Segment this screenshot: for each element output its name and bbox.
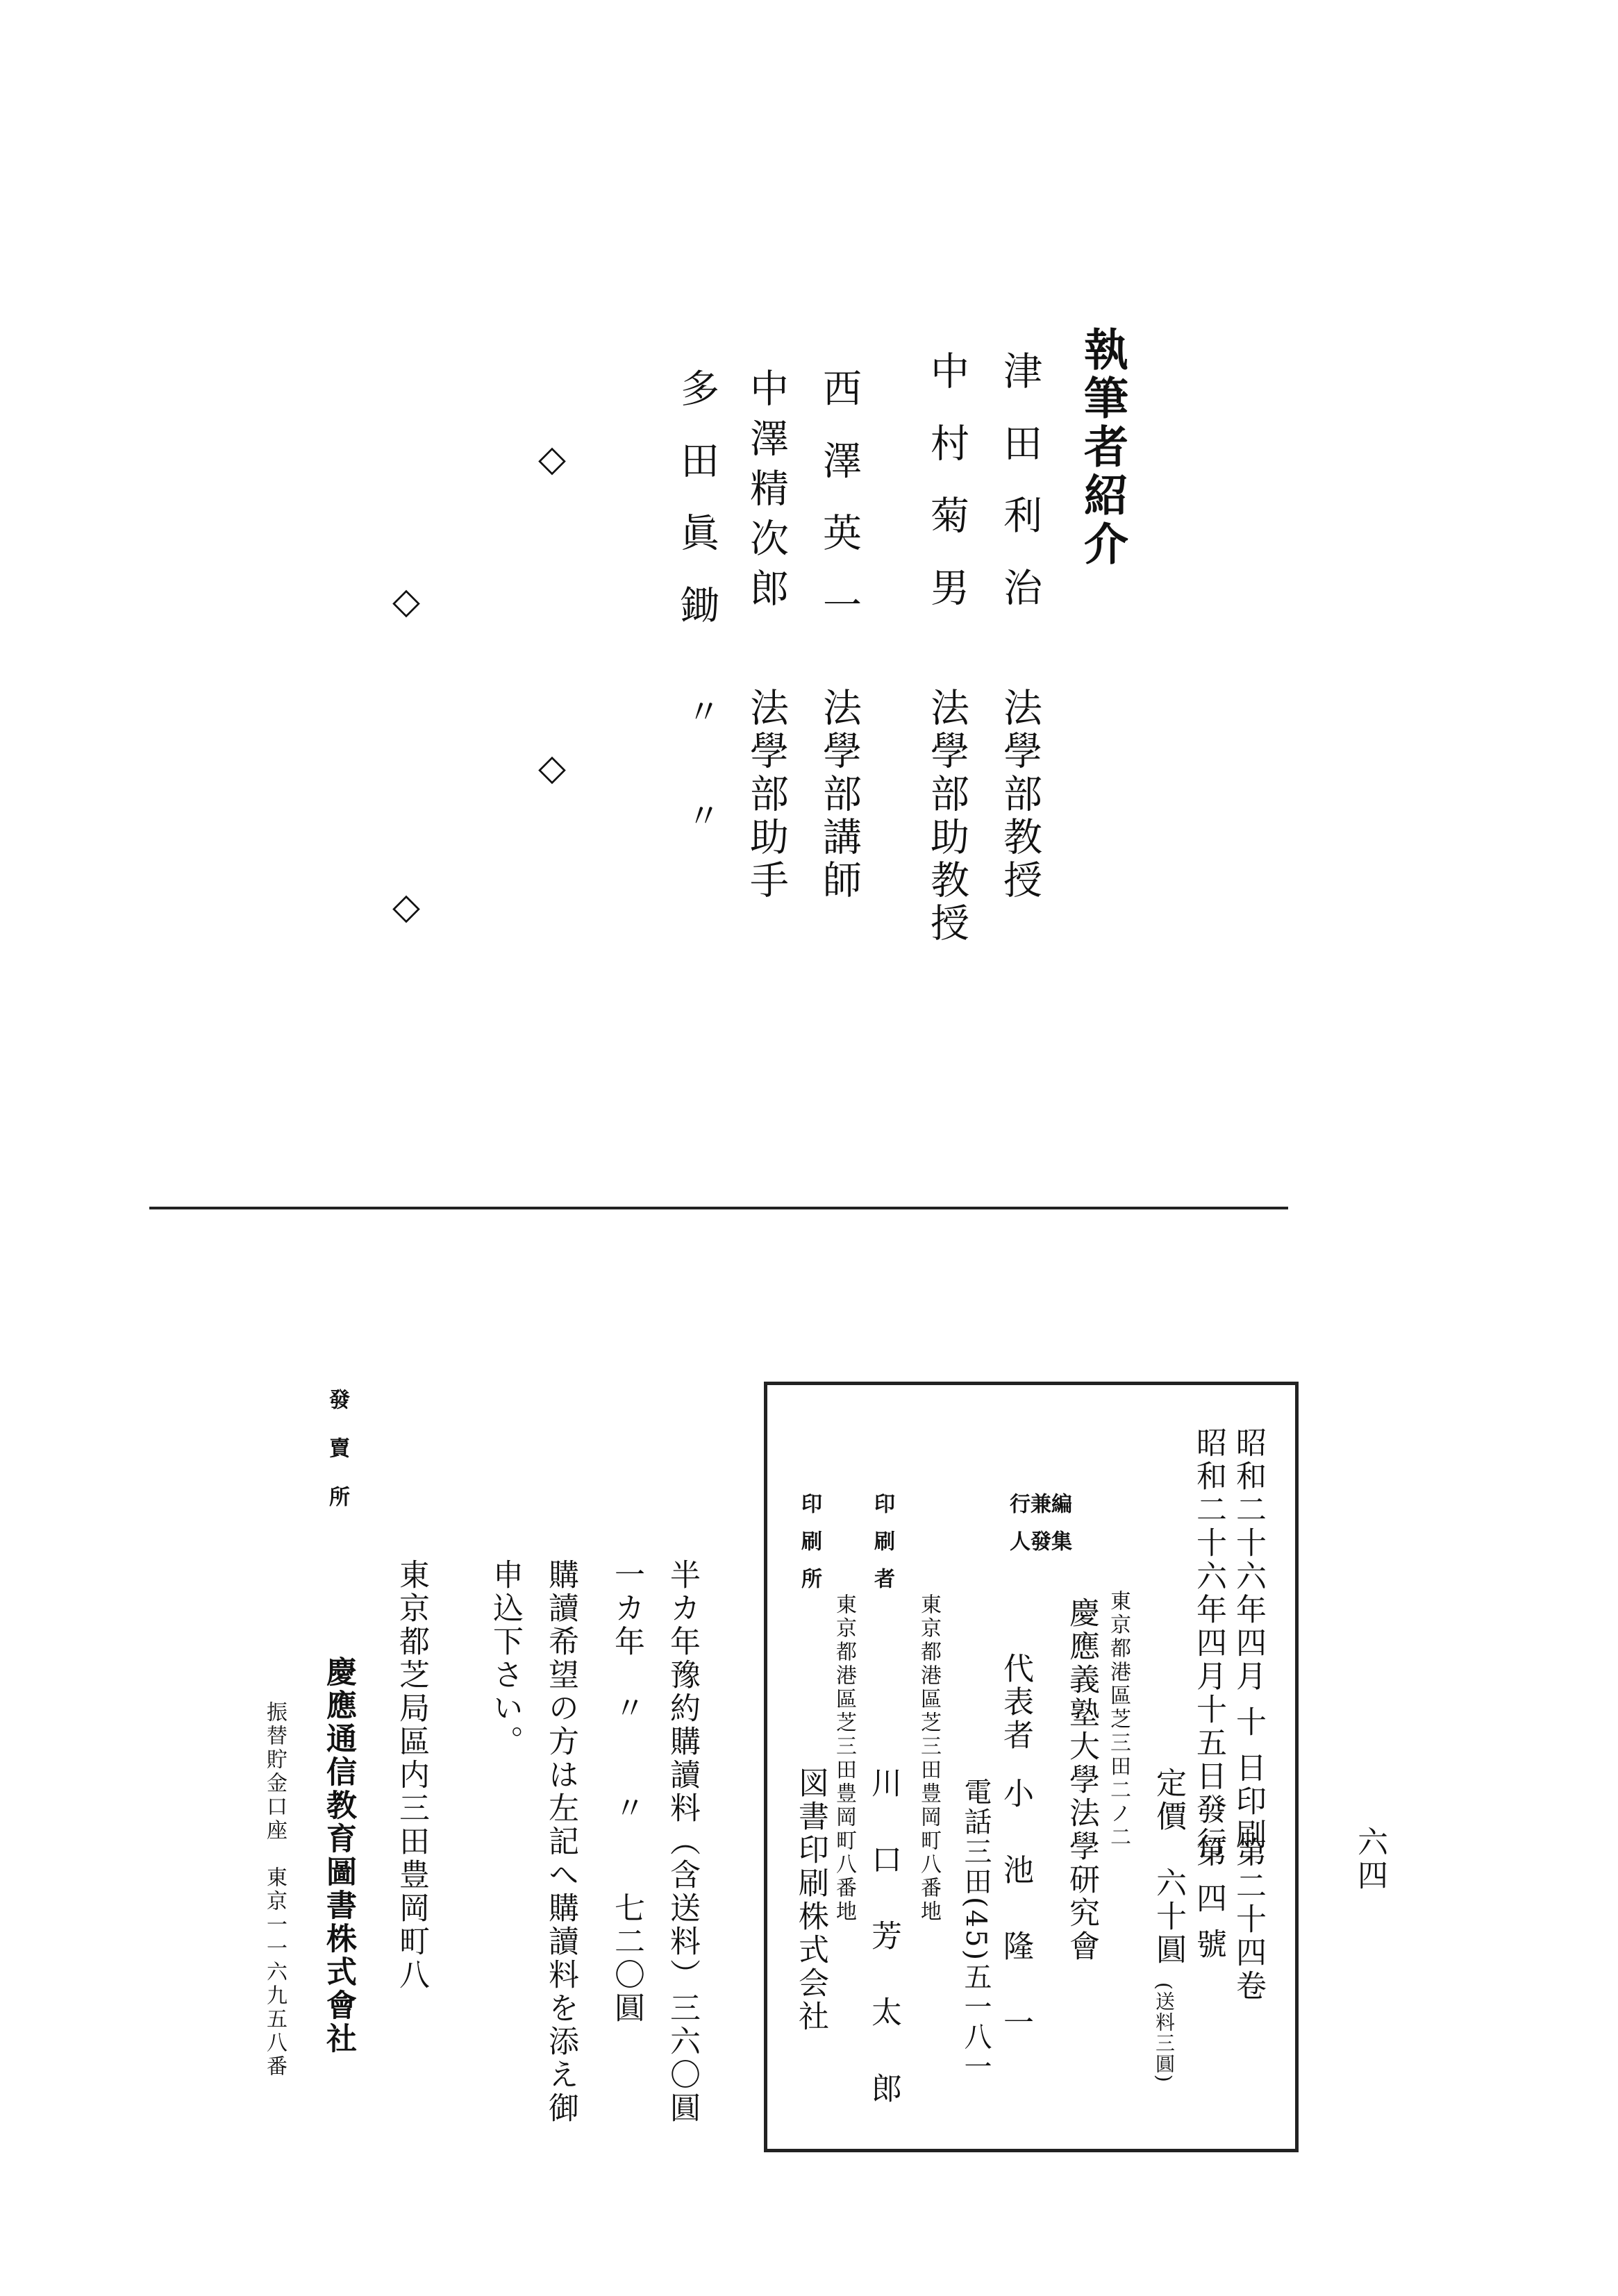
print-shop-label: 印刷所 bbox=[797, 1493, 821, 1605]
subscription-one-year: 一カ年 〃 〃 七二〇圓 bbox=[609, 1559, 644, 2025]
publisher-name: 慶應義塾大學法學研究會 bbox=[1064, 1597, 1099, 1963]
publisher-phone: 電話三田(45)五一八一 bbox=[960, 1777, 992, 2082]
printer-name: 川 口 芳 太 郎 bbox=[866, 1767, 901, 2121]
subscription-note: 申込下さい。 bbox=[487, 1559, 523, 1759]
editor-name: 小 池 隆 一 bbox=[998, 1777, 1033, 2055]
page-number: 六四 bbox=[1352, 1826, 1387, 1893]
print-shop-name: 図書印刷株式会社 bbox=[793, 1767, 828, 2034]
printed-date: 昭和二十六年四月 十 日印刷 bbox=[1231, 1427, 1266, 1852]
author-position: 法學部講師 bbox=[817, 687, 862, 903]
transfer-account: 振替貯金口座 東京一一六九五八番 bbox=[262, 1701, 287, 2079]
issued-date: 昭和二十六年四月十五日發行 bbox=[1191, 1427, 1226, 1860]
author-name: 中村菊男 bbox=[924, 351, 969, 639]
sales-label: 發賣所 bbox=[325, 1389, 349, 1534]
sales-company: 慶應通信教育圖書株式會社 bbox=[321, 1656, 356, 2056]
subscription-note: 購讀希望の方は左記へ購讀料を添え御 bbox=[543, 1559, 578, 2125]
sales-address: 東京都芝局區内三田豊岡町八 bbox=[394, 1559, 429, 1992]
editor-title: 代表者 bbox=[998, 1652, 1033, 1752]
author-name: 中澤精次郎 bbox=[744, 368, 789, 618]
issue: 第 四 號 bbox=[1191, 1836, 1226, 1961]
publisher-address: 東京都港區芝三田二ノ二 bbox=[1106, 1590, 1131, 1850]
diamond-ornament-icon: ◇ bbox=[392, 580, 420, 622]
ditto-mark: 〃 bbox=[681, 798, 720, 832]
diamond-ornament-icon: ◇ bbox=[392, 886, 420, 928]
printer-address: 東京都港區芝三田豊岡町八番地 bbox=[917, 1593, 941, 1924]
author-position: 法學部助手 bbox=[744, 687, 789, 903]
ditto-mark: 〃 bbox=[681, 694, 720, 728]
price-note: (送料三圓) bbox=[1153, 1982, 1176, 2084]
author-name: 津田利治 bbox=[997, 351, 1042, 639]
printer-label: 印刷者 bbox=[870, 1493, 894, 1605]
author-position: 法學部助教授 bbox=[924, 687, 969, 946]
section-divider bbox=[149, 1207, 1288, 1209]
subscription-half-year: 半カ年豫約購讀料（含送料）三六〇圓 bbox=[665, 1559, 700, 2125]
editor-label: 編集兼發行人 bbox=[1006, 1493, 1071, 1568]
authors-title: 執筆者紹介 bbox=[1076, 326, 1128, 569]
author-name: 西澤英一 bbox=[817, 368, 862, 657]
author-name: 多田眞鋤 bbox=[674, 368, 719, 657]
diamond-ornament-icon: ◇ bbox=[538, 747, 566, 789]
price: 定價 六十圓 bbox=[1151, 1767, 1186, 1967]
print-shop-address: 東京都港區芝三田豊岡町八番地 bbox=[832, 1593, 856, 1924]
diamond-ornament-icon: ◇ bbox=[538, 438, 566, 480]
volume: 第二十四卷 bbox=[1231, 1836, 1266, 2003]
author-position: 法學部教授 bbox=[997, 687, 1042, 903]
